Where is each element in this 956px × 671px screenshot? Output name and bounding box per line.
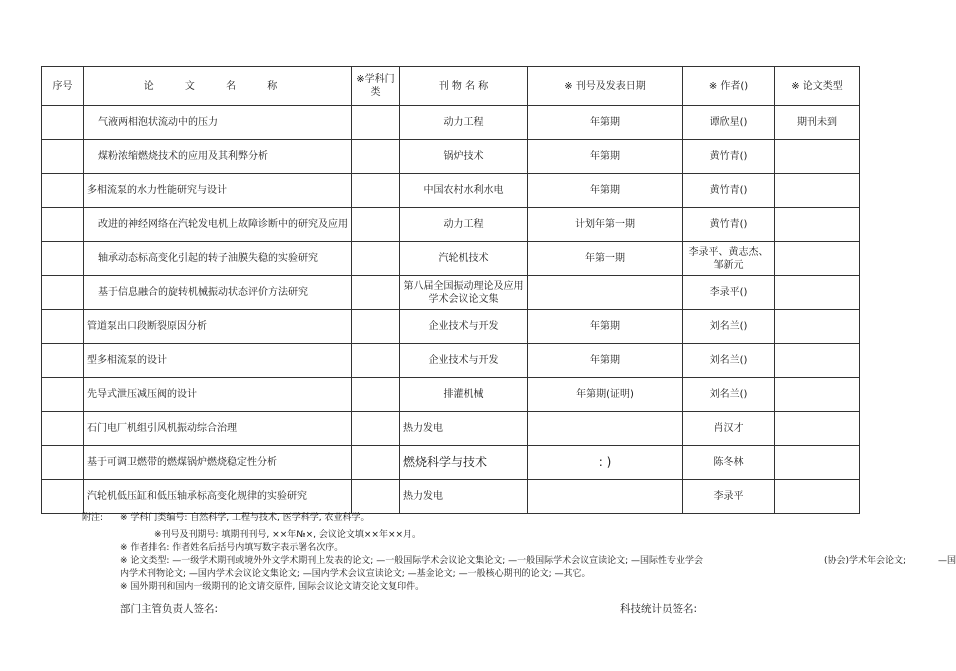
title-cell: 基于可调卫燃带的燃煤锅炉燃烧稳定性分析: [84, 446, 352, 480]
footnote-line: [120, 581, 924, 594]
discipline-cell: [352, 106, 400, 140]
journal-cell: 燃烧科学与技术: [400, 446, 528, 480]
footnote-line: [120, 555, 956, 568]
header-issue: ※ 刊号及发表日期: [528, 67, 683, 106]
type-cell: [775, 446, 860, 480]
header-type: ※ 论文类型: [775, 67, 860, 106]
title-cell: 石门电厂机组引风机振动综合治理: [84, 412, 352, 446]
seq-cell: [42, 106, 84, 140]
journal-cell: 动力工程: [400, 106, 528, 140]
journal-cell: 排灌机械: [400, 378, 528, 412]
journal-cell: 第八届全国振动理论及应用学术会议论文集: [400, 276, 528, 310]
title-cell: 煤粉浓缩燃烧技术的应用及其利弊分析: [84, 140, 352, 174]
discipline-cell: [352, 480, 400, 514]
table-row: [42, 344, 860, 378]
issue-cell: 计划年第一期: [528, 208, 683, 242]
table-row: [42, 174, 860, 208]
note-discipline: ※ 学科门类编号: 自然科学, 工程与技术, 医学科学, 农业科学。: [120, 513, 370, 523]
author-cell: 黄竹青(): [683, 208, 775, 242]
discipline-cell: [352, 276, 400, 310]
type-cell: [775, 174, 860, 208]
title-cell: 改进的神经网络在汽轮发电机上故障诊断中的研究及应用: [84, 208, 352, 242]
discipline-cell: [352, 412, 400, 446]
type-cell: [775, 344, 860, 378]
table-row: [42, 140, 860, 174]
author-cell: 刘名兰(): [683, 310, 775, 344]
table-row: [42, 378, 860, 412]
seq-cell: [42, 378, 84, 412]
note-author-rank: ※ 作者排名: 作者姓名后括号内填写数字表示署名次序。: [120, 543, 344, 553]
title-cell: 气液两相泡状流动中的压力: [84, 106, 352, 140]
issue-cell: : ): [528, 446, 683, 480]
issue-cell: 年第期: [528, 344, 683, 378]
table-row: [42, 208, 860, 242]
type-cell: [775, 412, 860, 446]
footnote-line: [120, 542, 924, 555]
dept-head-signature-label: 部门主管负责人签名:: [120, 603, 219, 615]
table-row: [42, 276, 860, 310]
table-row: [42, 310, 860, 344]
issue-cell: 年第一期: [528, 242, 683, 276]
footnote-line: [154, 529, 924, 542]
discipline-cell: [352, 208, 400, 242]
title-cell: 基于信息融合的旋转机械振动状态评价方法研究: [84, 276, 352, 310]
discipline-cell: [352, 378, 400, 412]
type-cell: [775, 208, 860, 242]
note-paper-type: ※ 论文类型: —一级学术期刊或境外外文学术期刊上发表的论文; —一般国际学术会议论文集论文; —一般国际学术会议宣读论文; —国际性专业学会: [120, 556, 703, 566]
note-issue: ※刊号及刊期号: 填期刊刊号, ××年№×, 会议论文填××年××月。: [154, 530, 422, 540]
stat-clerk-signature-label: 科技统计员签名:: [620, 603, 698, 615]
issue-cell: 年第期: [528, 174, 683, 208]
table-row: [42, 480, 860, 514]
issue-cell: [528, 480, 683, 514]
issue-cell: 年第期: [528, 106, 683, 140]
author-cell: 肖汉才: [683, 412, 775, 446]
note-originals: ※ 国外期刊和国内一级期刊的论文请交原件, 国际会议论文请交论文复印件。: [120, 582, 425, 592]
journal-cell: 动力工程: [400, 208, 528, 242]
title-cell: 汽轮机低压缸和低压轴承标高变化规律的实验研究: [84, 480, 352, 514]
paper-register-table: [41, 66, 860, 514]
type-cell: 期刊未到: [775, 106, 860, 140]
seq-cell: [42, 208, 84, 242]
type-cell: [775, 276, 860, 310]
journal-cell: 汽轮机技术: [400, 242, 528, 276]
journal-cell: 企业技术与开发: [400, 344, 528, 378]
discipline-cell: [352, 344, 400, 378]
note-paper-type-tail: —国: [938, 556, 956, 566]
journal-cell: 中国农村水利水电: [400, 174, 528, 208]
type-cell: [775, 480, 860, 514]
discipline-cell: [352, 446, 400, 480]
journal-cell: 企业技术与开发: [400, 310, 528, 344]
journal-cell: 热力发电: [400, 412, 528, 446]
type-cell: [775, 242, 860, 276]
seq-cell: [42, 310, 84, 344]
author-cell: 刘名兰(): [683, 378, 775, 412]
title-cell: 先导式泄压减压阀的设计: [84, 378, 352, 412]
title-cell: 管道泵出口段断裂原因分析: [84, 310, 352, 344]
author-cell: 陈冬林: [683, 446, 775, 480]
discipline-cell: [352, 310, 400, 344]
header-discipline: ※学科门类: [352, 67, 400, 106]
header-author: ※ 作者(): [683, 67, 775, 106]
table-row: [42, 106, 860, 140]
title-cell: 型多相流泵的设计: [84, 344, 352, 378]
seq-cell: [42, 412, 84, 446]
footnote-line: [82, 512, 924, 525]
seq-cell: [42, 276, 84, 310]
note-paper-type-cont: (协会)学术年会论文;: [824, 556, 907, 566]
author-cell: 李录平: [683, 480, 775, 514]
author-cell: 刘名兰(): [683, 344, 775, 378]
title-cell: 多相流泵的水力性能研究与设计: [84, 174, 352, 208]
header-journal: 刊 物 名 称: [400, 67, 528, 106]
seq-cell: [42, 480, 84, 514]
issue-cell: [528, 276, 683, 310]
seq-cell: [42, 242, 84, 276]
type-cell: [775, 378, 860, 412]
journal-cell: 热力发电: [400, 480, 528, 514]
discipline-cell: [352, 242, 400, 276]
author-cell: 黄竹青(): [683, 140, 775, 174]
journal-cell: 锅炉技术: [400, 140, 528, 174]
type-cell: [775, 310, 860, 344]
footnotes: [82, 512, 956, 594]
note-paper-type-2: 内学术刊物论文; —国内学术会议论文集论文; —国内学术会议宣读论文; —基金论文; —一般核心期刊的论文; —其它。: [120, 569, 591, 579]
table-row: [42, 242, 860, 276]
issue-cell: 年第期: [528, 310, 683, 344]
issue-cell: [528, 412, 683, 446]
notes-label: 附注:: [82, 513, 104, 523]
discipline-cell: [352, 174, 400, 208]
seq-cell: [42, 140, 84, 174]
header-seq: 序号: [42, 67, 84, 106]
header-row: [42, 67, 860, 106]
header-title: 论 文 名 称: [84, 67, 352, 106]
author-cell: 李录平(): [683, 276, 775, 310]
author-cell: 李录平、黄志杰、邹新元: [683, 242, 775, 276]
author-cell: 黄竹青(): [683, 174, 775, 208]
table-row: [42, 412, 860, 446]
footnote-line: [120, 568, 924, 581]
table-row: [42, 446, 860, 480]
title-cell: 轴承动态标高变化引起的转子油膜失稳的实验研究: [84, 242, 352, 276]
issue-cell: 年第期(证明): [528, 378, 683, 412]
discipline-cell: [352, 140, 400, 174]
issue-cell: 年第期: [528, 140, 683, 174]
seq-cell: [42, 446, 84, 480]
author-cell: 谭欣星(): [683, 106, 775, 140]
seq-cell: [42, 344, 84, 378]
seq-cell: [42, 174, 84, 208]
type-cell: [775, 140, 860, 174]
